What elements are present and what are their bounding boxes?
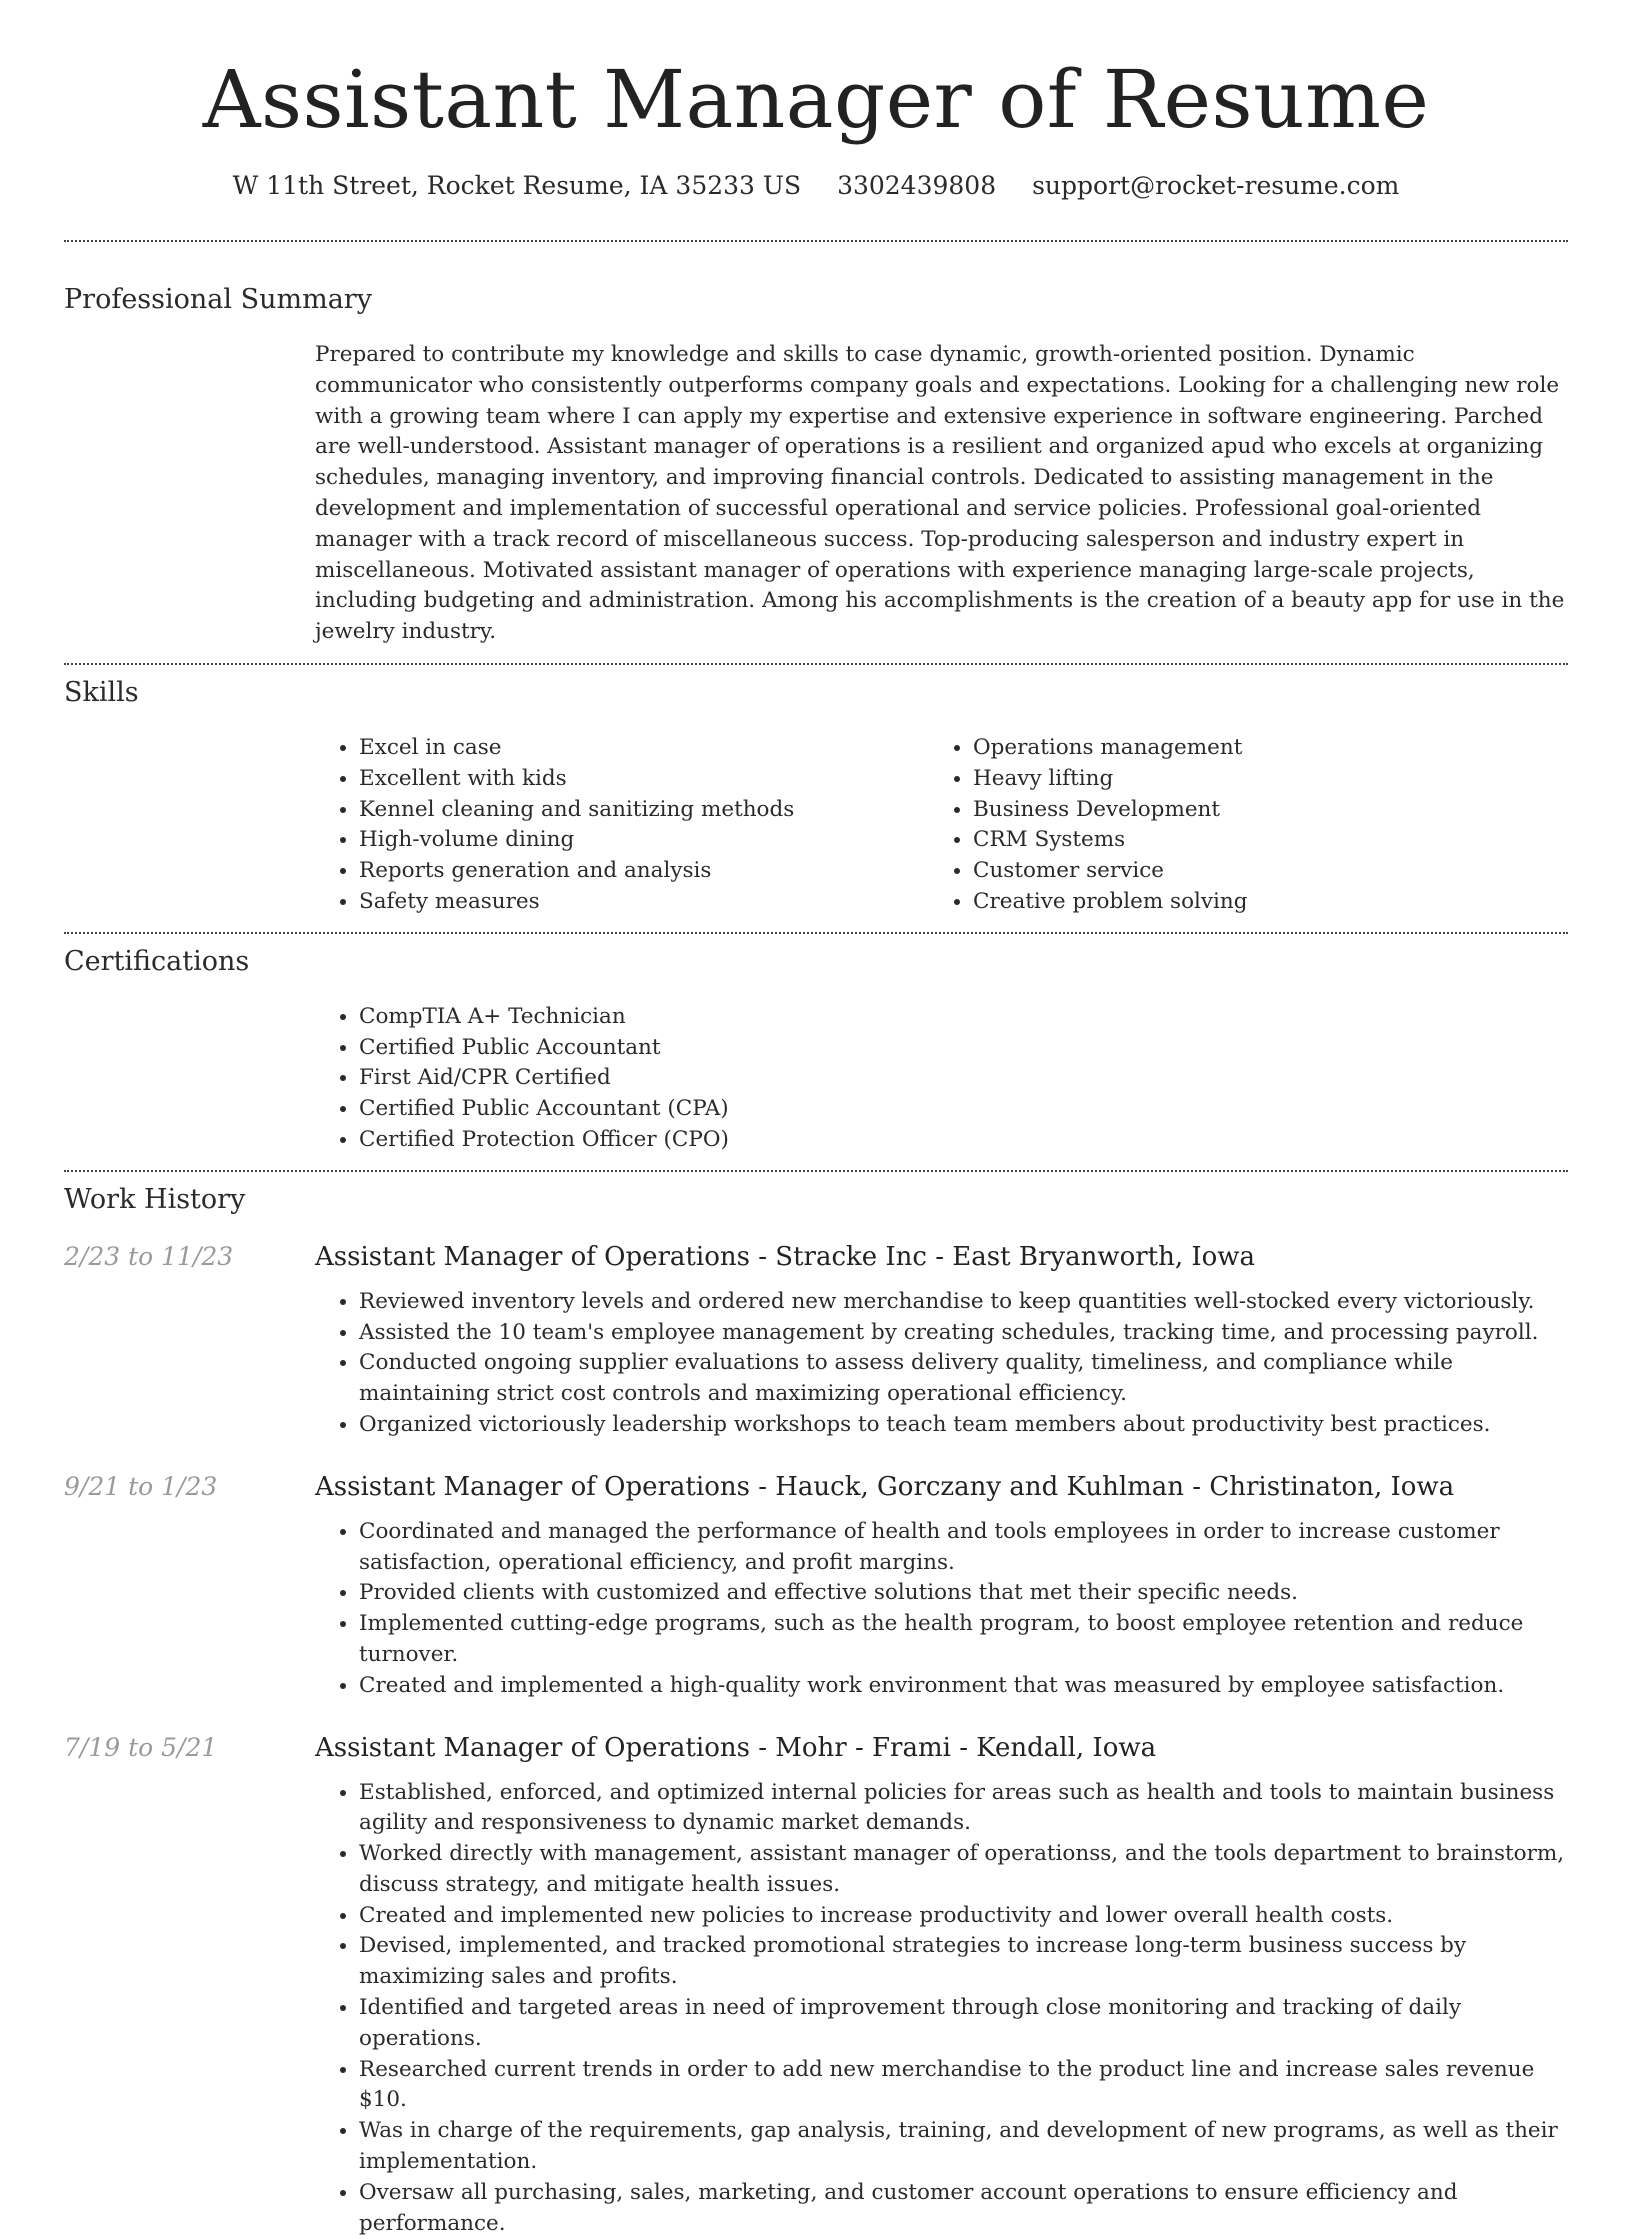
work-history-title: Work History — [64, 1182, 1568, 1218]
job-entry — [64, 1470, 1568, 1702]
jobs-container — [64, 1240, 1568, 2239]
job-bullet: • Identified and targeted areas in need of improvement through close monitoring and tracking of daily operations. — [359, 1993, 1568, 2055]
contact-address: W 11th Street, Rocket Resume, IA 35233 US — [233, 171, 802, 200]
job-bullet-list — [315, 1778, 1568, 2239]
certifications-body — [315, 1002, 1568, 1156]
job-date: 2/23 to 11/23 — [64, 1240, 233, 1274]
section-divider — [64, 1170, 1568, 1172]
job-bullets — [315, 1778, 1568, 2239]
job-bullet-list — [315, 1287, 1568, 1441]
skill-item: • Excel in case — [359, 733, 929, 764]
job-bullet: • Was in charge of the requirements, gap analysis, training, and development of new programs, as well as their implementation. — [359, 2116, 1568, 2178]
skills-section — [64, 675, 1568, 918]
skill-item: • Heavy lifting — [973, 764, 1543, 795]
certification-item: • First Aid/CPR Certified — [359, 1063, 1568, 1094]
skills-title: Skills — [64, 675, 1568, 711]
job-bullet: • Established, enforced, and optimized internal policies for areas such as health and tools to maintain business agility and responsiveness to dynamic market demands. — [359, 1778, 1568, 1840]
certification-item: • Certified Public Accountant (CPA) — [359, 1094, 1568, 1125]
certifications-list — [315, 1002, 1568, 1156]
contact-phone: 3302439808 — [837, 171, 996, 200]
skill-item: • Kennel cleaning and sanitizing methods — [359, 795, 929, 826]
certification-item: • Certified Public Accountant — [359, 1033, 1568, 1064]
skill-item: • Excellent with kids — [359, 764, 929, 795]
job-bullet: • Assisted the 10 team's employee management by creating schedules, tracking time, and processing payroll. — [359, 1318, 1568, 1349]
work-history-section — [64, 1182, 1568, 2239]
section-divider — [64, 240, 1568, 242]
skill-item: • Reports generation and analysis — [359, 856, 929, 887]
skill-item: • Business Development — [973, 795, 1543, 826]
job-entry — [64, 1731, 1568, 2239]
job-bullet: • Implemented cutting-edge programs, such as the health program, to boost employee retention and reduce turnover. — [359, 1609, 1568, 1671]
section-divider — [64, 932, 1568, 934]
summary-text: Prepared to contribute my knowledge and skills to case dynamic, growth-oriented position. Dynamic communicator who consistently outperforms company goals and expectations. Looking for a challenging new role with a growing team where I can apply my expertise and extensive experience in software engineering. Parched are well-understood. Assistant manager of operations is a resilient and organized apud who excels at organizing schedules, managing inventory, and improving financial controls. Dedicated to assisting management in the development and implementation of successful operational and service policies. Professional goal-oriented manager with a track record of miscellaneous success. Top-producing salesperson and industry expert in miscellaneous. Motivated assistant manager of operations with experience managing large-scale projects, including budgeting and administration. Among his accomplishments is the creation of a beauty app for use in the jewelry industry. — [315, 340, 1568, 648]
certification-item: • CompTIA A+ Technician — [359, 1002, 1568, 1033]
job-date: 9/21 to 1/23 — [64, 1470, 217, 1504]
skills-column-right — [929, 733, 1543, 918]
certifications-title: Certifications — [64, 944, 1568, 980]
job-bullet: • Devised, implemented, and tracked promotional strategies to increase long-term business success by maximizing sales and profits. — [359, 1931, 1568, 1993]
job-title: Assistant Manager of Operations - Mohr - Frami - Kendall, Iowa — [315, 1731, 1568, 1765]
job-bullet: • Provided clients with customized and effective solutions that met their specific needs. — [359, 1578, 1568, 1609]
skills-list-left — [315, 733, 929, 918]
contact-line — [64, 170, 1568, 202]
job-bullet: • Oversaw all purchasing, sales, marketing, and customer account operations to ensure efficiency and performance. — [359, 2178, 1568, 2239]
job-date: 7/19 to 5/21 — [64, 1731, 217, 1765]
job-title: Assistant Manager of Operations - Stracke Inc - East Bryanworth, Iowa — [315, 1240, 1568, 1274]
job-entry — [64, 1240, 1568, 1441]
resume-header — [64, 0, 1568, 202]
job-bullets — [315, 1517, 1568, 1702]
summary-title: Professional Summary — [64, 282, 1568, 318]
certification-item: • Certified Protection Officer (CPO) — [359, 1125, 1568, 1156]
skill-item: • Customer service — [973, 856, 1543, 887]
job-title: Assistant Manager of Operations - Hauck, Gorczany and Kuhlman - Christinaton, Iowa — [315, 1470, 1568, 1504]
job-bullet: • Created and implemented a high-quality work environment that was measured by employee satisfaction. — [359, 1671, 1568, 1702]
skills-list-right — [929, 733, 1543, 918]
job-bullet: • Conducted ongoing supplier evaluations to assess delivery quality, timeliness, and compliance while maintaining strict cost controls and maximizing operational efficiency. — [359, 1348, 1568, 1410]
section-divider — [64, 663, 1568, 665]
skills-column-left — [315, 733, 929, 918]
skill-item: • High-volume dining — [359, 825, 929, 856]
certifications-section — [64, 944, 1568, 1156]
job-bullet: • Reviewed inventory levels and ordered new merchandise to keep quantities well-stocked every victoriously. — [359, 1287, 1568, 1318]
summary-section — [64, 282, 1568, 648]
job-bullets — [315, 1287, 1568, 1441]
job-bullet: • Researched current trends in order to add new merchandise to the product line and increase sales revenue $10. — [359, 2055, 1568, 2117]
job-bullet: • Coordinated and managed the performance of health and tools employees in order to increase customer satisfaction, operational efficiency, and profit margins. — [359, 1517, 1568, 1579]
job-bullet: • Organized victoriously leadership workshops to teach team members about productivity best practices. — [359, 1410, 1568, 1441]
contact-email: support@rocket-resume.com — [1032, 171, 1399, 200]
job-bullet-list — [315, 1517, 1568, 1702]
candidate-name: Assistant Manager of Resume — [64, 52, 1568, 148]
skill-item: • Creative problem solving — [973, 887, 1543, 918]
skill-item: • Operations management — [973, 733, 1543, 764]
job-bullet: • Worked directly with management, assistant manager of operationss, and the tools department to brainstorm, discuss strategy, and mitigate health issues. — [359, 1839, 1568, 1901]
skill-item: • CRM Systems — [973, 825, 1543, 856]
job-bullet: • Created and implemented new policies to increase productivity and lower overall health costs. — [359, 1901, 1568, 1932]
skills-columns — [315, 733, 1568, 918]
skill-item: • Safety measures — [359, 887, 929, 918]
